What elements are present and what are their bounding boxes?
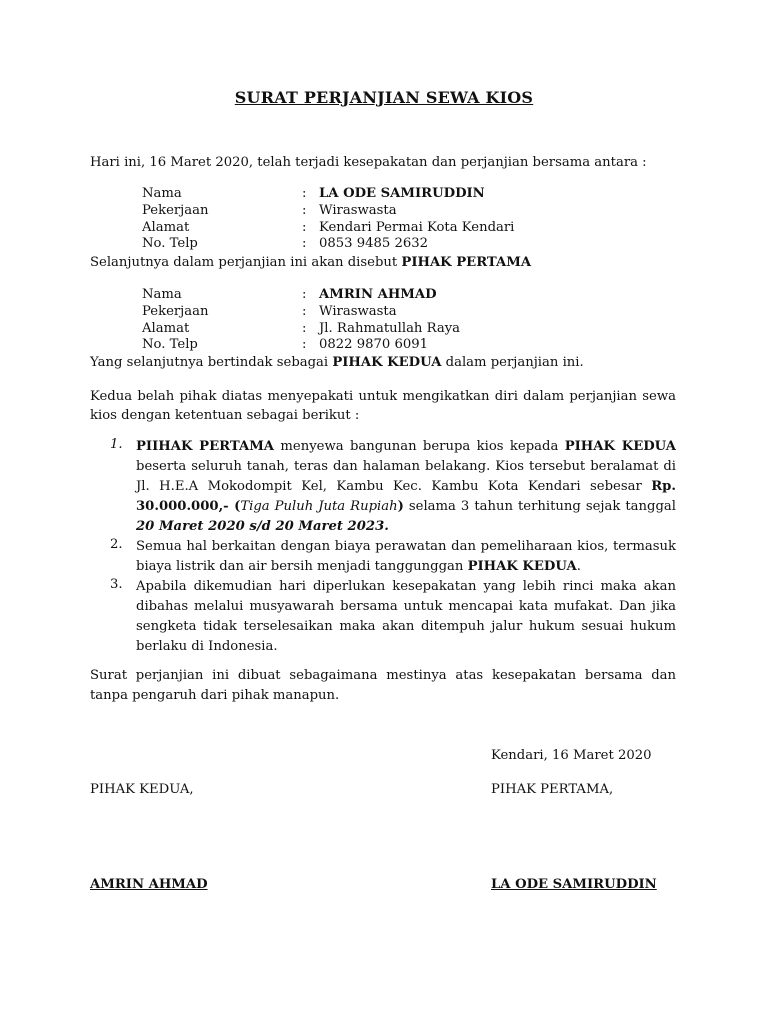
name-label: Nama xyxy=(142,287,182,302)
party-two-address-row xyxy=(142,321,682,338)
clause-text-run: . xyxy=(576,559,581,574)
party-one-job-row xyxy=(142,203,682,220)
party-one-name-row xyxy=(142,186,682,203)
clause-text-run: PIIHAK PERTAMA xyxy=(136,439,275,454)
clause-text-run: ) xyxy=(397,499,404,514)
party-two-name: AMRIN AHMAD xyxy=(319,287,437,302)
address-label: Alamat xyxy=(142,219,190,235)
clause-item xyxy=(110,537,676,577)
clause-text-run: PIHAK KEDUA xyxy=(467,559,577,574)
clause-text xyxy=(136,537,676,577)
closing-paragraph: Surat perjanjian ini dibuat sebagaimana mestinya atas kesepakatan bersama dan tanpa pengaruh dari pihak manapun. xyxy=(90,668,676,703)
clause-text xyxy=(136,437,676,537)
job-label: Pekerjaan xyxy=(142,303,209,319)
clause-text-run: beserta seluruh tanah, teras dan halaman belakang. Kios tersebut beralamat di Jl. H.E.A Mokodompit Kel, Kambu Kec. Kambu Kota Kendari sebesar xyxy=(136,459,676,494)
left-signatory-name: AMRIN AHMAD xyxy=(90,877,208,892)
colon: : xyxy=(302,202,307,218)
party-one-desc-text: Selanjutnya dalam perjanjian ini akan disebut xyxy=(90,255,402,270)
colon: : xyxy=(302,287,307,302)
party-two-name-row xyxy=(142,287,682,304)
name-label: Nama xyxy=(142,186,182,201)
party-two-details xyxy=(142,287,682,354)
party-one-phone: 0853 9485 2632 xyxy=(319,236,429,252)
party-one-job: Wiraswasta xyxy=(319,202,397,218)
place-date: Kendari, 16 Maret 2020 xyxy=(491,748,652,763)
phone-label: No. Telp xyxy=(142,236,198,252)
colon: : xyxy=(302,337,307,353)
clause-text xyxy=(136,577,676,657)
colon: : xyxy=(302,219,307,235)
job-label: Pekerjaan xyxy=(142,202,209,218)
party-one-address-row xyxy=(142,220,682,237)
clause-number: 1. xyxy=(110,437,123,452)
right-signatory-name: LA ODE SAMIRUDDIN xyxy=(491,877,657,892)
party-one-name: LA ODE SAMIRUDDIN xyxy=(319,186,485,201)
colon: : xyxy=(302,236,307,252)
clause-text-run: Semua hal berkaitan dengan biaya perawatan dan pemeliharaan kios, termasuk biaya listrik dan air bersih menjadi tanggunggan xyxy=(136,539,676,574)
clause-number: 2. xyxy=(110,537,123,552)
clause-text-run: Tiga Puluh Juta Rupiah xyxy=(240,499,398,514)
address-label: Alamat xyxy=(142,320,190,336)
clause-item xyxy=(110,437,676,537)
party-one-description xyxy=(90,255,676,272)
clause-text-run: 20 Maret 2020 s/d 20 Maret 2023. xyxy=(136,519,389,534)
party-one-role: PIHAK PERTAMA xyxy=(401,255,532,270)
left-signatory-role: PIHAK KEDUA, xyxy=(90,782,194,797)
clause-list xyxy=(110,437,676,657)
right-signatory-role: PIHAK PERTAMA, xyxy=(491,782,614,797)
clause-item xyxy=(110,577,676,657)
colon: : xyxy=(302,186,307,201)
clause-text-run: Rp. 30.000.000,- ( xyxy=(136,479,676,514)
phone-label: No. Telp xyxy=(142,337,198,353)
party-two-desc-text: Yang selanjutnya bertindak sebagai xyxy=(90,355,333,370)
document-title: SURAT PERJANJIAN SEWA KIOS xyxy=(234,88,534,107)
party-two-role: PIHAK KEDUA xyxy=(332,355,442,370)
party-one-address: Kendari Permai Kota Kendari xyxy=(319,219,515,235)
intro-paragraph: Hari ini, 16 Maret 2020, telah terjadi kesepakatan dan perjanjian bersama antara : xyxy=(90,155,647,170)
clause-text-run: selama 3 tahun terhitung sejak tanggal xyxy=(403,499,676,514)
clause-number: 3. xyxy=(110,577,123,592)
party-two-address: Jl. Rahmatullah Raya xyxy=(319,320,461,336)
clause-text-run: PIHAK KEDUA xyxy=(564,439,677,454)
party-two-desc-end: dalam perjanjian ini. xyxy=(441,355,584,370)
party-one-details xyxy=(142,186,682,253)
party-two-phone-row xyxy=(142,337,682,354)
party-two-job-row xyxy=(142,304,682,321)
agreement-intro: Kedua belah pihak diatas menyepakati untuk mengikatkan diri dalam perjanjian sewa kios dengan ketentuan sebagai berikut : xyxy=(90,389,676,423)
party-one-phone-row xyxy=(142,236,682,253)
party-two-phone: 0822 9870 6091 xyxy=(319,337,429,353)
colon: : xyxy=(302,320,307,336)
party-two-description xyxy=(90,355,676,372)
colon: : xyxy=(302,303,307,319)
clause-text-run: menyewa bangunan berupa kios kepada xyxy=(274,439,565,454)
party-two-job: Wiraswasta xyxy=(319,303,397,319)
clause-text-run: Apabila dikemudian hari diperlukan kesepakatan yang lebih rinci maka akan dibahas melalui musyawarah bersama untuk mencapai kata mufakat. Dan jika sengketa tidak terselesaikan maka akan ditempuh jalur hukum sesuai hukum berlaku di Indonesia. xyxy=(136,579,676,654)
